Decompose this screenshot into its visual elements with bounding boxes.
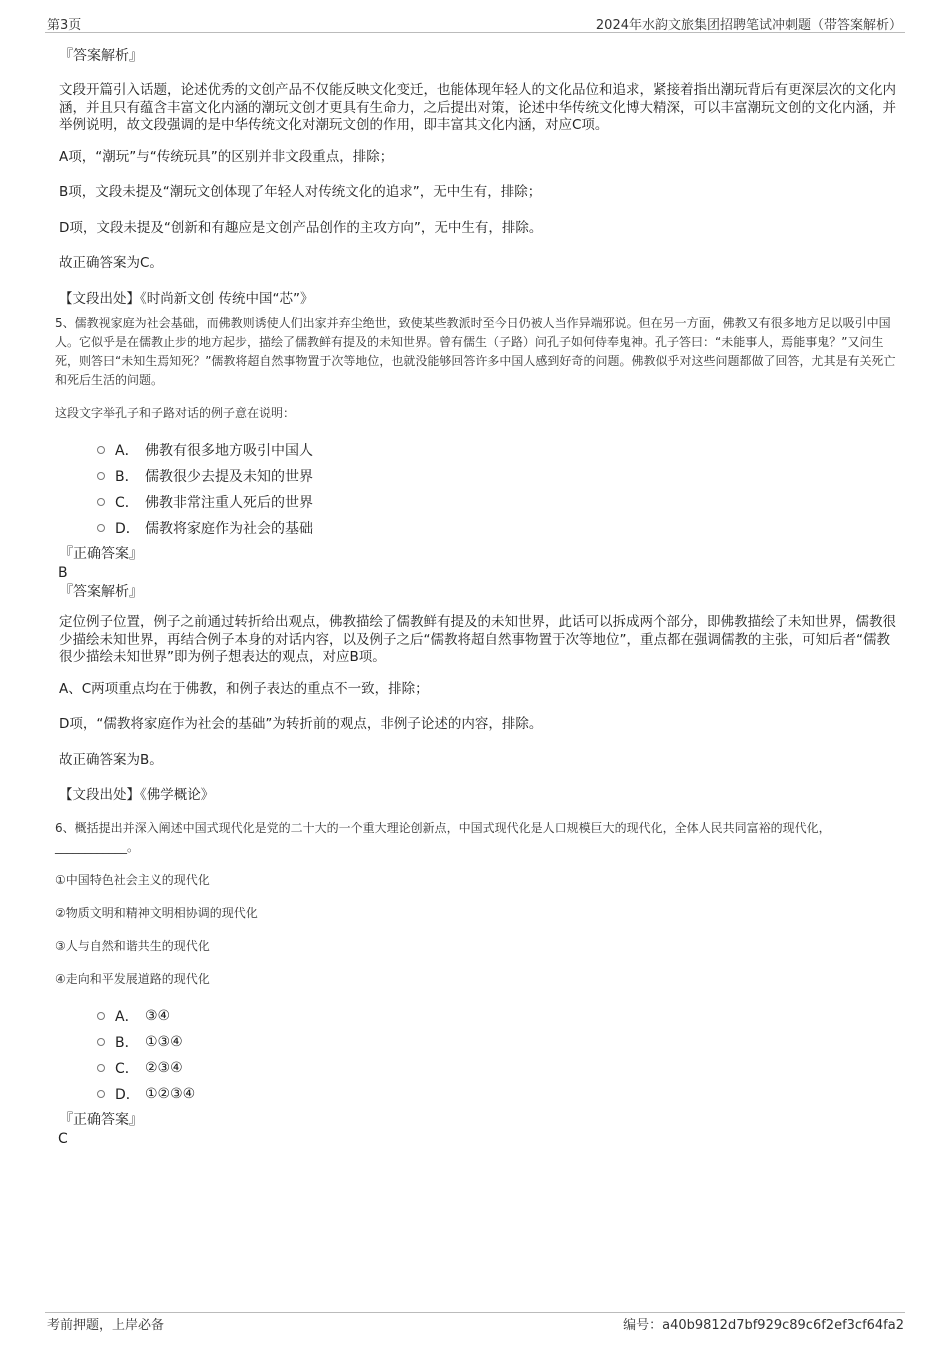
answer-label: 『正确答案』 xyxy=(59,1111,143,1128)
page-header xyxy=(0,0,950,40)
question-5-text: 5、儒教视家庭为社会基础，而佛教则诱使人们出家并弃尘绝世，致使某些教派时至今日仍被人当作异端邪说。但在另一方面，佛教又有很多地方足以吸引中国人。它似乎是在儒教止步的地方起步，描绘了儒教鲜有提及的未知世界。曾有儒生（子路）问孔子如何侍奉鬼神。孔子答曰：“未能事人，焉能事鬼？”又问生死，则答曰“未知生焉知死？”儒教将超自然事物置于次等地位，也就没能够回答许多中国人感到好奇的问题。佛教似乎对这些问题都做了回答，尤其是有关死亡和死后生活的问题。 xyxy=(55,316,896,387)
analysis-note: A、C两项重点均在于佛教，和例子表达的重点不一致，排除； xyxy=(59,680,429,697)
option-d[interactable]: D． ①②③④ xyxy=(97,1081,900,1107)
choice-item: ④走向和平发展道路的现代化 xyxy=(55,971,210,986)
analysis-text: 定位例子位置，例子之前通过转折给出观点，佛教描绘了儒教鲜有提及的未知世界，此话可以拆成两个部分，即佛教描绘了未知世界，儒教很少描绘未知世界，再结合例子本身的对话内容，以及例子之后“儒教将超自然事物置于次等地位”，重点都在强调儒教的主张，可知后者“儒教很少描绘未知世界”即为例子想表达的观点，对应B项。 xyxy=(59,614,896,665)
analysis-note: D项，文段未提及“创新和有趣应是文创产品创作的主攻方向”，无中生有，排除。 xyxy=(59,219,543,236)
choice-item: ②物质文明和精神文明相协调的现代化 xyxy=(55,905,258,920)
choice-item: ①中国特色社会主义的现代化 xyxy=(55,872,210,887)
radio-icon[interactable] xyxy=(97,1012,105,1020)
page-number: 第3页 xyxy=(47,18,82,33)
source-citation: 【文段出处】《佛学概论》 xyxy=(59,787,215,803)
question-6-text: 6、概括提出并深入阐述中国式现代化是党的二十大的一个重大理论创新点，中国式现代化是人口规模巨大的现代化，全体人民共同富裕的现代化，____________。 xyxy=(55,820,831,854)
answer-value: C xyxy=(58,1130,68,1147)
header-divider xyxy=(45,32,905,33)
option-a[interactable]: A． ③④ xyxy=(97,1003,900,1029)
page-footer xyxy=(0,1300,950,1345)
footer-divider xyxy=(45,1312,905,1313)
analysis-label: 『答案解析』 xyxy=(59,584,143,600)
radio-icon[interactable] xyxy=(97,472,105,480)
analysis-text: 文段开篇引入话题，论述优秀的文创产品不仅能反映文化变迁，也能体现年轻人的文化品位和追求，紧接着指出潮玩背后有更深层次的文化内涵，并且只有蕴含丰富文化内涵的潮玩文创才更具有生命力，之后提出对策，论述中华传统文化博大精深，可以丰富潮玩文创的文化内涵，并举例说明，故文段强调的是中华传统文化对潮玩文创的作用，即丰富其文化内涵，对应C项。 xyxy=(59,82,896,133)
question-5-stem: 这段文字举孔子和子路对话的例子意在说明： xyxy=(55,406,296,420)
option-d[interactable]: D． 儒教将家庭作为社会的基础 xyxy=(97,515,900,541)
question-6-options xyxy=(55,1003,900,1107)
choice-item: ③人与自然和谐共生的现代化 xyxy=(55,938,210,953)
document-body xyxy=(55,44,900,1149)
footer-slogan: 考前押题，上岸必备 xyxy=(47,1318,165,1333)
analysis-note: D项，“儒教将家庭作为社会的基础”为转折前的观点，非例子论述的内容，排除。 xyxy=(59,716,543,732)
option-b[interactable]: B． ①③④ xyxy=(97,1029,900,1055)
answer-value: B xyxy=(58,565,68,581)
radio-icon[interactable] xyxy=(97,498,105,506)
analysis-note: B项，文段未提及“潮玩文创体现了年轻人对传统文化的追求”，无中生有，排除； xyxy=(59,184,542,200)
analysis-note: A项，“潮玩”与“传统玩具”的区别并非文段重点，排除； xyxy=(59,148,394,165)
radio-icon[interactable] xyxy=(97,446,105,454)
option-c[interactable]: C． 佛教非常注重人死后的世界 xyxy=(97,489,900,515)
question-5-options xyxy=(55,437,900,541)
analysis-label: 『答案解析』 xyxy=(59,48,143,64)
option-c[interactable]: C． ②③④ xyxy=(97,1055,900,1081)
fill-blank: ____________ xyxy=(55,839,127,854)
option-a[interactable]: A． 佛教有很多地方吸引中国人 xyxy=(97,437,900,463)
document-id: 编号：a40b9812d7bf929c89c6f2ef3cf64fa2 xyxy=(623,1318,904,1333)
radio-icon[interactable] xyxy=(97,1090,105,1098)
radio-icon[interactable] xyxy=(97,1064,105,1072)
option-b[interactable]: B． 儒教很少去提及未知的世界 xyxy=(97,463,900,489)
answer-label: 『正确答案』 xyxy=(59,546,143,562)
conclusion: 故正确答案为C。 xyxy=(59,255,163,271)
document-title: 2024年水韵文旅集团招聘笔试冲刺题（带答案解析） xyxy=(595,18,902,33)
source-citation: 【文段出处】《时尚新文创 传统中国“芯”》 xyxy=(59,290,314,307)
radio-icon[interactable] xyxy=(97,524,105,532)
radio-icon[interactable] xyxy=(97,1038,105,1046)
conclusion: 故正确答案为B。 xyxy=(59,751,163,768)
